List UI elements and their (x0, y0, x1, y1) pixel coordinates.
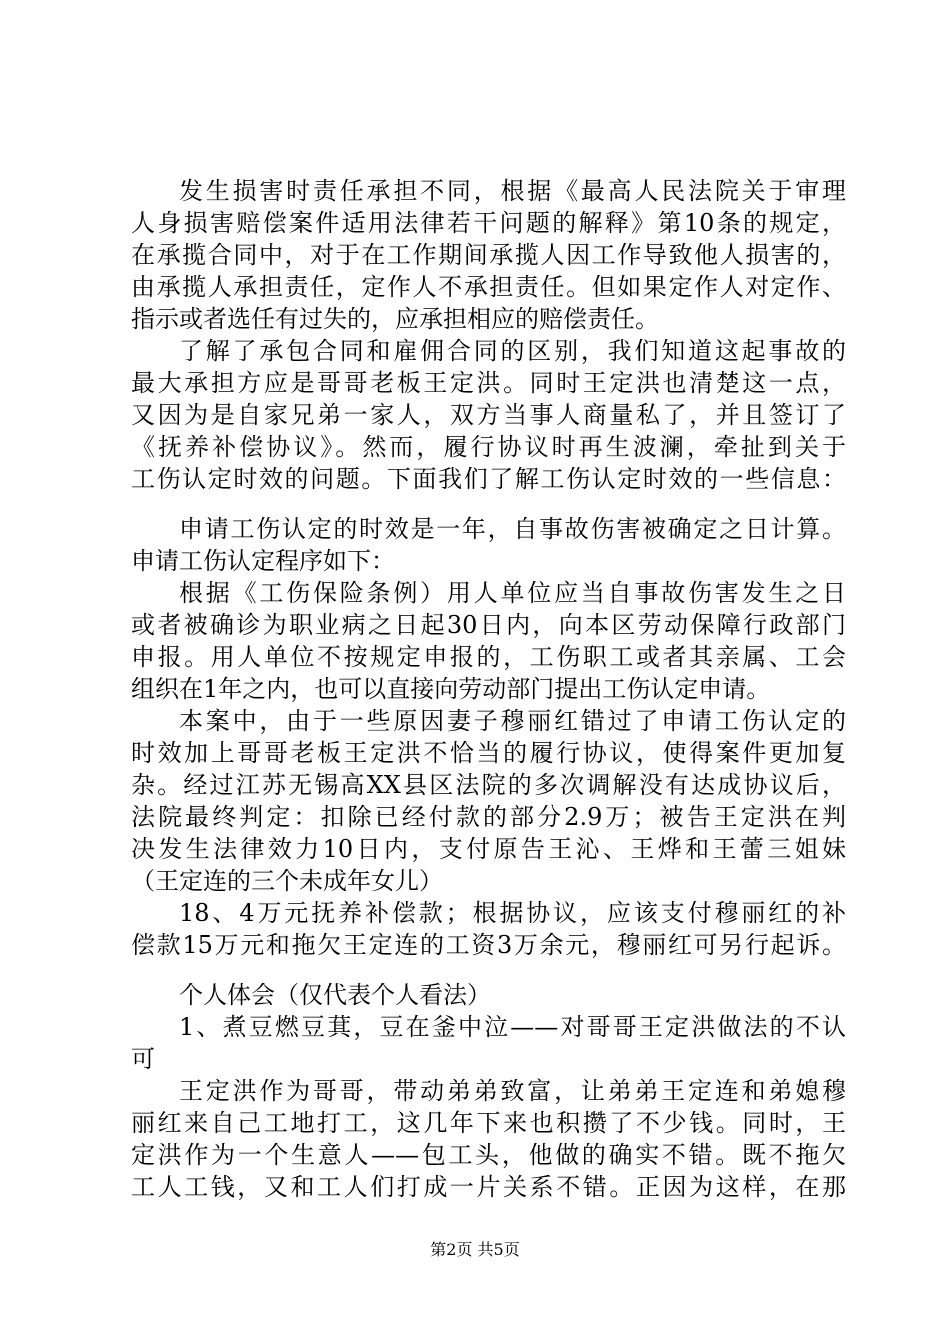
text-line: 发生损害时责任承担不同，根据《最高人民法院关于审理 (179, 177, 846, 205)
text-line: 决发生法律效力10日内，支付原告王沁、王烨和王蕾三姐妹 (131, 835, 846, 863)
text-line: 人身损害赔偿案件适用法律若干问题的解释》第10条的规定， (131, 209, 846, 237)
text-line: 工人工钱，又和工人们打成一片关系不错。正因为这样，在那 (131, 1173, 846, 1201)
text-line: 指示或者选任有过失的，应承担相应的赔偿责任。 (131, 305, 659, 333)
text-line: 组织在1年之内，也可以直接向劳动部门提出工伤认定申请。 (131, 675, 771, 703)
text-line: 本案中，由于一些原因妻子穆丽红错过了申请工伤认定的 (179, 707, 846, 735)
text-line: 申请工伤认定程序如下： (131, 547, 395, 575)
text-line: 在承揽合同中，对于在工作期间承揽人因工作导致他人损害的， (131, 241, 846, 269)
text-line: 时效加上哥哥老板王定洪不恰当的履行协议，使得案件更加复 (131, 739, 846, 767)
page-number-label: 第2页 共5页 (430, 1240, 520, 1259)
text-line: 法院最终判定：扣除已经付款的部分2.9万；被告王定洪在判 (131, 803, 846, 831)
text-line: 了解了承包合同和雇佣合同的区别，我们知道这起事故的 (179, 337, 846, 365)
text-line: 或者被确诊为职业病之日起30日内，向本区劳动保障行政部门 (131, 611, 846, 639)
text-line: 杂。经过江苏无锡高XX县区法院的多次调解没有达成协议后， (131, 771, 846, 799)
text-line: 可 (131, 1045, 155, 1073)
text-line: 申请工伤认定的时效是一年，自事故伤害被确定之日计算。 (179, 515, 846, 543)
document-body (131, 175, 846, 1203)
text-line: 定洪作为一个生意人——包工头，他做的确实不错。既不拖欠 (131, 1141, 846, 1169)
page-footer (0, 1240, 950, 1260)
text-line: 工伤认定时效的问题。下面我们了解工伤认定时效的一些信息： (131, 465, 846, 493)
section-heading: 个人体会（仅代表个人看法） (179, 981, 491, 1009)
paragraph-gap (131, 495, 846, 513)
text-line: 18、4万元抚养补偿款；根据协议，应该支付穆丽红的补 (179, 899, 846, 927)
text-line: （王定连的三个未成年女儿） (131, 867, 443, 895)
text-line: 偿款15万元和拖欠王定连的工资3万余元，穆丽红可另行起诉。 (131, 931, 846, 959)
text-line: 又因为是自家兄弟一家人，双方当事人商量私了，并且签订了 (131, 401, 846, 429)
text-line: 《抚养补偿协议》。然而，履行协议时再生波澜，牵扯到关于 (131, 433, 846, 461)
text-line: 1、煮豆燃豆萁，豆在釜中泣——对哥哥王定洪做法的不认 (179, 1013, 846, 1041)
text-line: 丽红来自己工地打工，这几年下来也积攒了不少钱。同时，王 (131, 1109, 846, 1137)
text-line: 最大承担方应是哥哥老板王定洪。同时王定洪也清楚这一点， (131, 369, 846, 397)
text-line: 根据《工伤保险条例）用人单位应当自事故伤害发生之日 (179, 579, 846, 607)
paragraph-gap (131, 961, 846, 979)
text-line: 由承揽人承担责任，定作人不承担责任。但如果定作人对定作、 (131, 273, 846, 301)
text-line: 王定洪作为哥哥，带动弟弟致富，让弟弟王定连和弟媳穆 (179, 1077, 846, 1105)
text-line: 申报。用人单位不按规定申报的，工伤职工或者其亲属、工会 (131, 643, 846, 671)
